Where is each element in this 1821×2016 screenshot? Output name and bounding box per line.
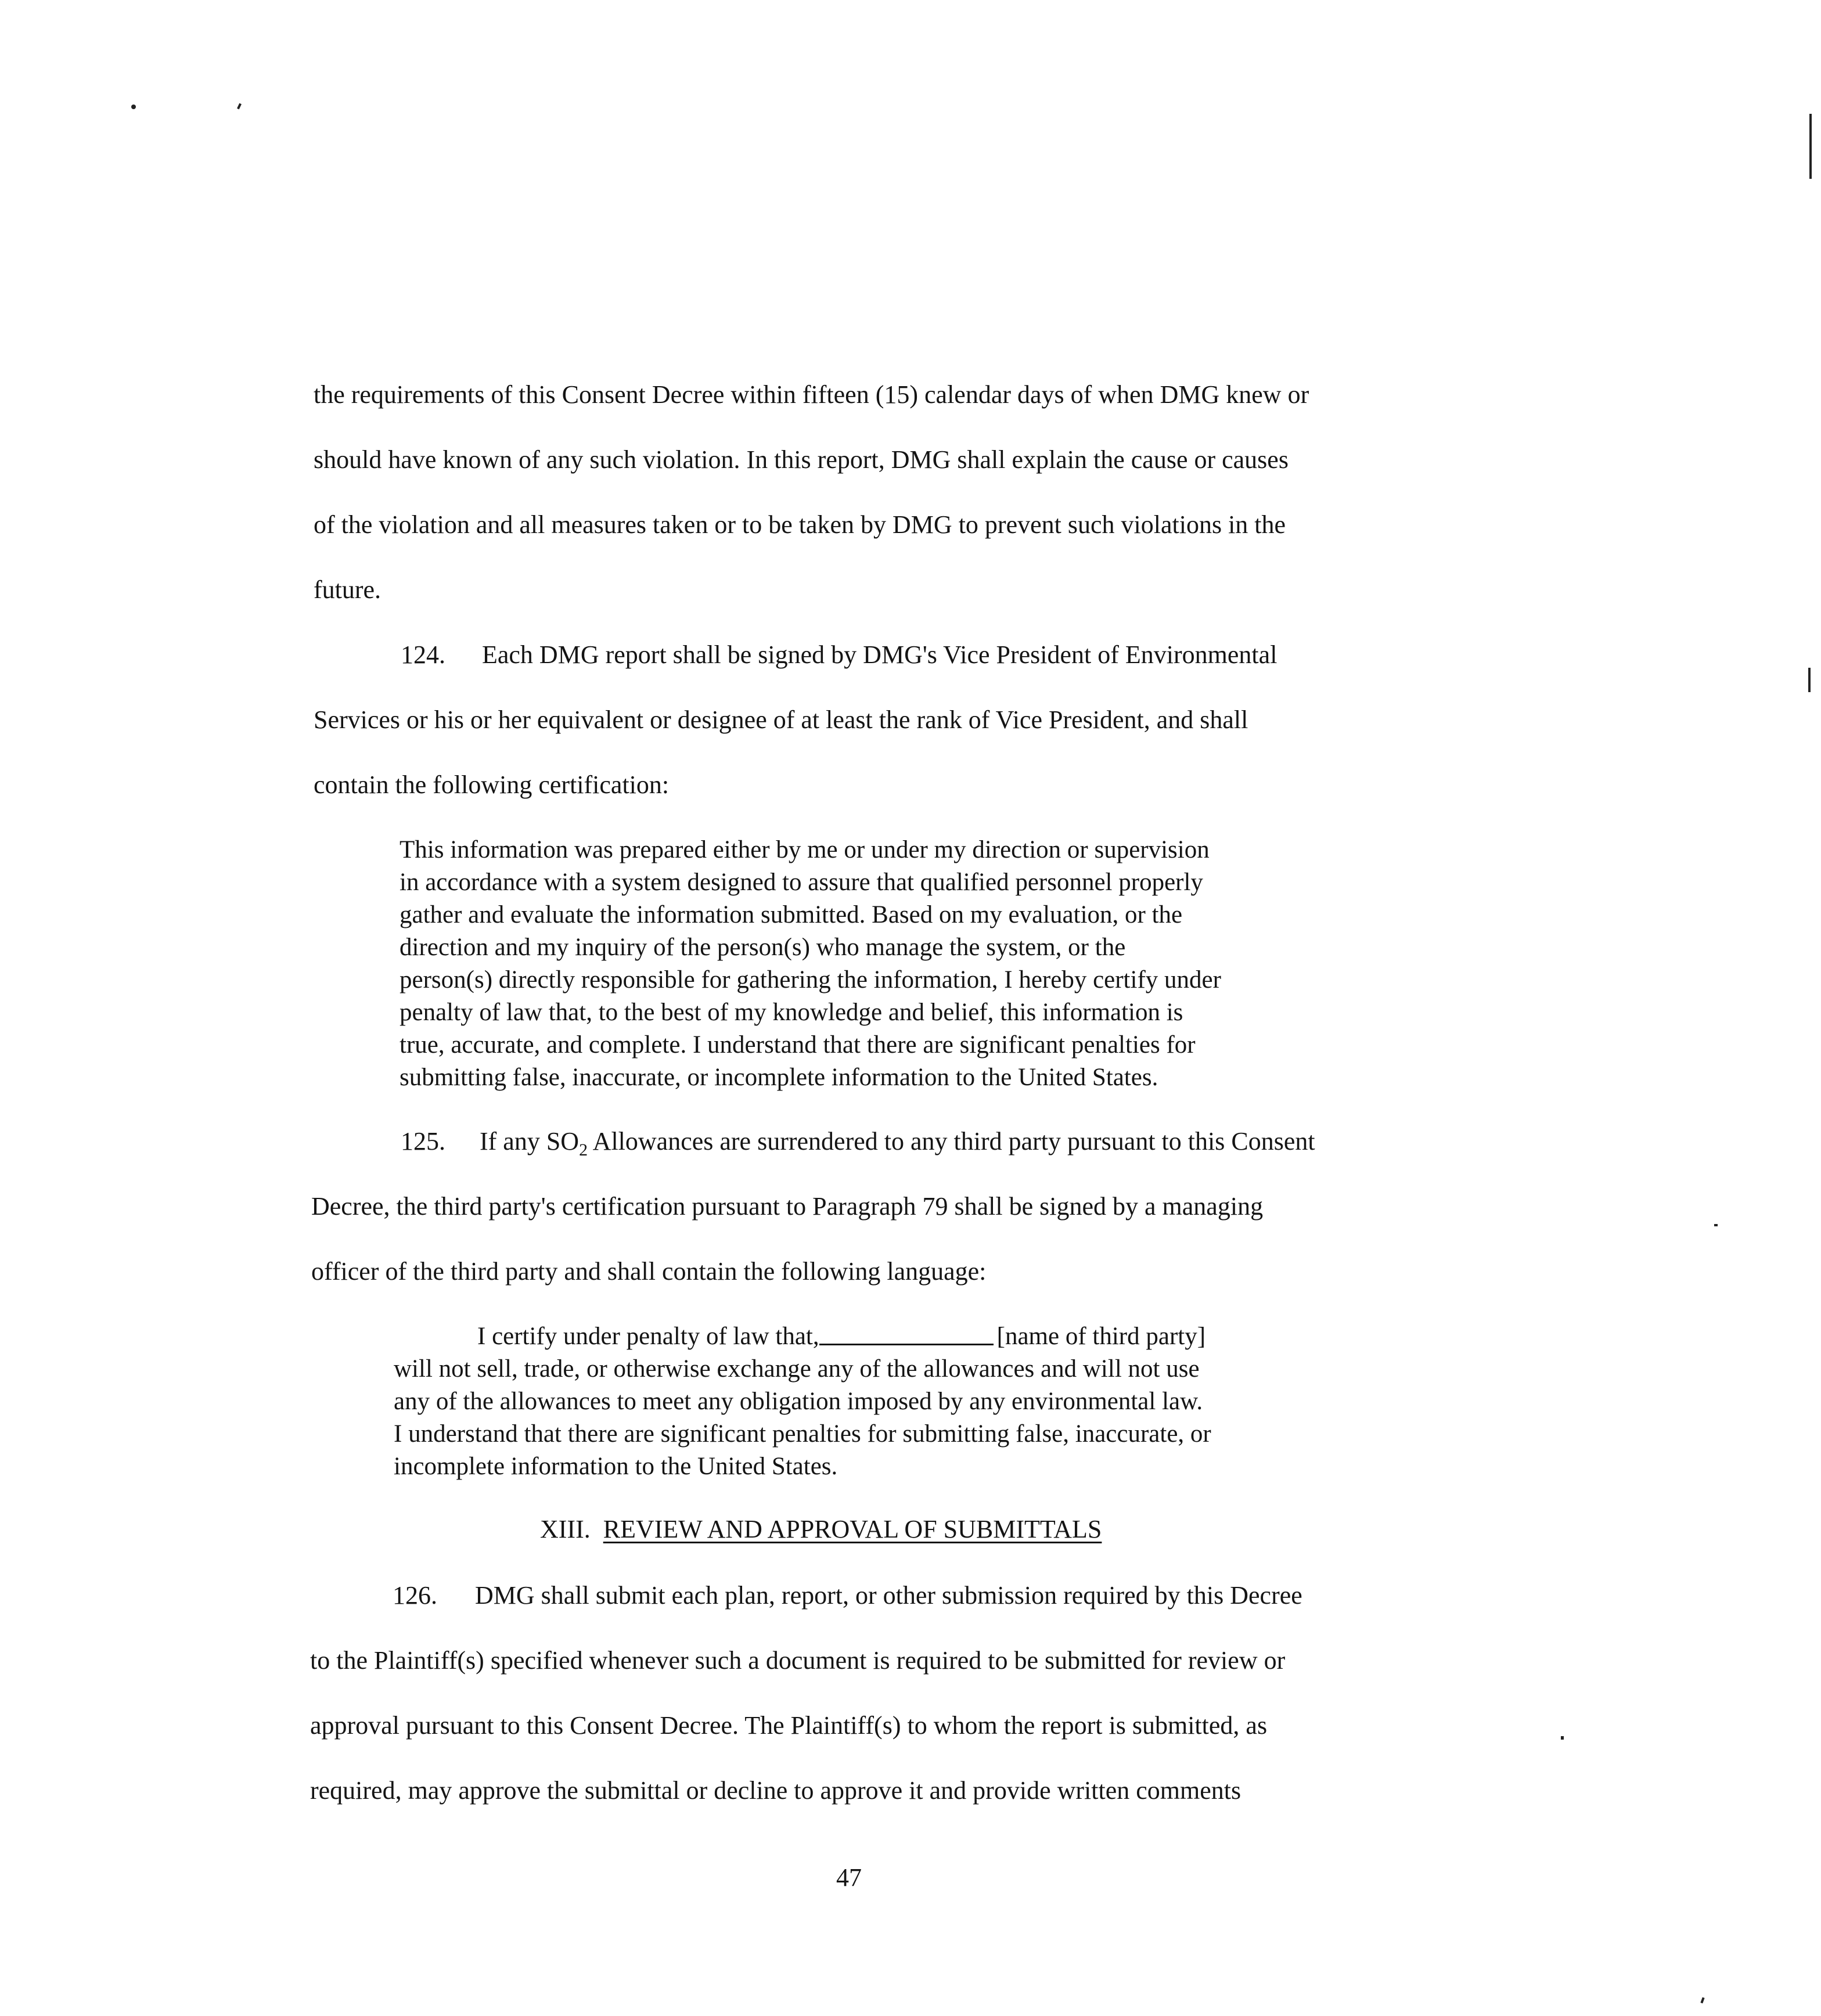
body-line: contain the following certification: [314, 771, 670, 799]
quote-line: submitting false, inaccurate, or incomplete information to the United States. [400, 1064, 1158, 1091]
quote-line: incomplete information to the United States. [394, 1453, 838, 1480]
quote-text: I certify under penalty of law that, [477, 1323, 819, 1350]
section-title: REVIEW AND APPROVAL OF SUBMITTALS [603, 1515, 1102, 1543]
quote-line: direction and my inquiry of the person(s) who manage the system, or the [400, 934, 1126, 961]
quote-line: in accordance with a system designed to assure that qualified personnel properly [400, 869, 1203, 896]
body-line: Each DMG report shall be signed by DMG's Vice President of Environmental [482, 640, 1277, 669]
body-text: Allowances are surrendered to any third party pursuant to this Consent [588, 1127, 1315, 1155]
paragraph-number: 125. [401, 1127, 445, 1155]
body-line: of the violation and all measures taken or to be taken by DMG to prevent such violations in the [314, 510, 1286, 539]
scan-edge-mark [1809, 114, 1812, 179]
body-text: If any SO [480, 1127, 580, 1155]
subscript: 2 [579, 1140, 588, 1160]
body-line-with-subscript [480, 1125, 1315, 1167]
scan-speck [1561, 1736, 1564, 1740]
body-line: required, may approve the submittal or decline to approve it and provide written comments [310, 1776, 1241, 1805]
paragraph-number: 124. [401, 640, 445, 669]
body-line: to the Plaintiff(s) specified whenever such a document is required to be submitted for review or [310, 1646, 1286, 1675]
paragraph-number: 126. [393, 1581, 437, 1610]
page-number: 47 [836, 1863, 862, 1892]
body-line: officer of the third party and shall contain the following language: [311, 1257, 987, 1286]
section-number: XIII. [540, 1515, 591, 1543]
body-line: Decree, the third party's certification pursuant to Paragraph 79 shall be signed by a managing [311, 1192, 1264, 1221]
scan-speck [1700, 1997, 1704, 2004]
quote-line: penalty of law that, to the best of my knowledge and belief, this information is [400, 999, 1183, 1026]
quote-line: gather and evaluate the information submitted. Based on my evaluation, or the [400, 901, 1183, 928]
quote-line: This information was prepared either by me or under my direction or supervision [400, 836, 1210, 863]
body-line: should have known of any such violation. In this report, DMG shall explain the cause or causes [314, 445, 1289, 474]
quote-line: will not sell, trade, or otherwise exchange any of the allowances and will not use [394, 1355, 1200, 1383]
quote-line: I understand that there are significant penalties for submitting false, inaccurate, or [394, 1420, 1211, 1448]
body-line: Services or his or her equivalent or designee of at least the rank of Vice President, and shall [314, 705, 1248, 734]
body-line: future. [314, 575, 382, 604]
body-line: approval pursuant to this Consent Decree. The Plaintiff(s) to whom the report is submitted, as [310, 1711, 1268, 1740]
quote-line: any of the allowances to meet any obligation imposed by any environmental law. [394, 1388, 1203, 1415]
scan-edge-mark [1808, 668, 1811, 692]
body-line: DMG shall submit each plan, report, or other submission required by this Decree [475, 1581, 1302, 1610]
quote-text: [name of third party] [996, 1323, 1206, 1350]
quote-line: person(s) directly responsible for gathering the information, I hereby certify under [400, 966, 1221, 993]
scan-speck [131, 105, 136, 109]
quote-line: true, accurate, and complete. I understand that there are significant penalties for [400, 1031, 1196, 1059]
scan-speck [1714, 1224, 1718, 1226]
fill-in-blank [819, 1320, 994, 1345]
section-heading [540, 1513, 1102, 1546]
scan-speck [237, 103, 242, 110]
body-line: the requirements of this Consent Decree within fifteen (15) calendar days of when DMG knew or [314, 380, 1309, 409]
quote-line-with-blank [477, 1320, 1205, 1353]
